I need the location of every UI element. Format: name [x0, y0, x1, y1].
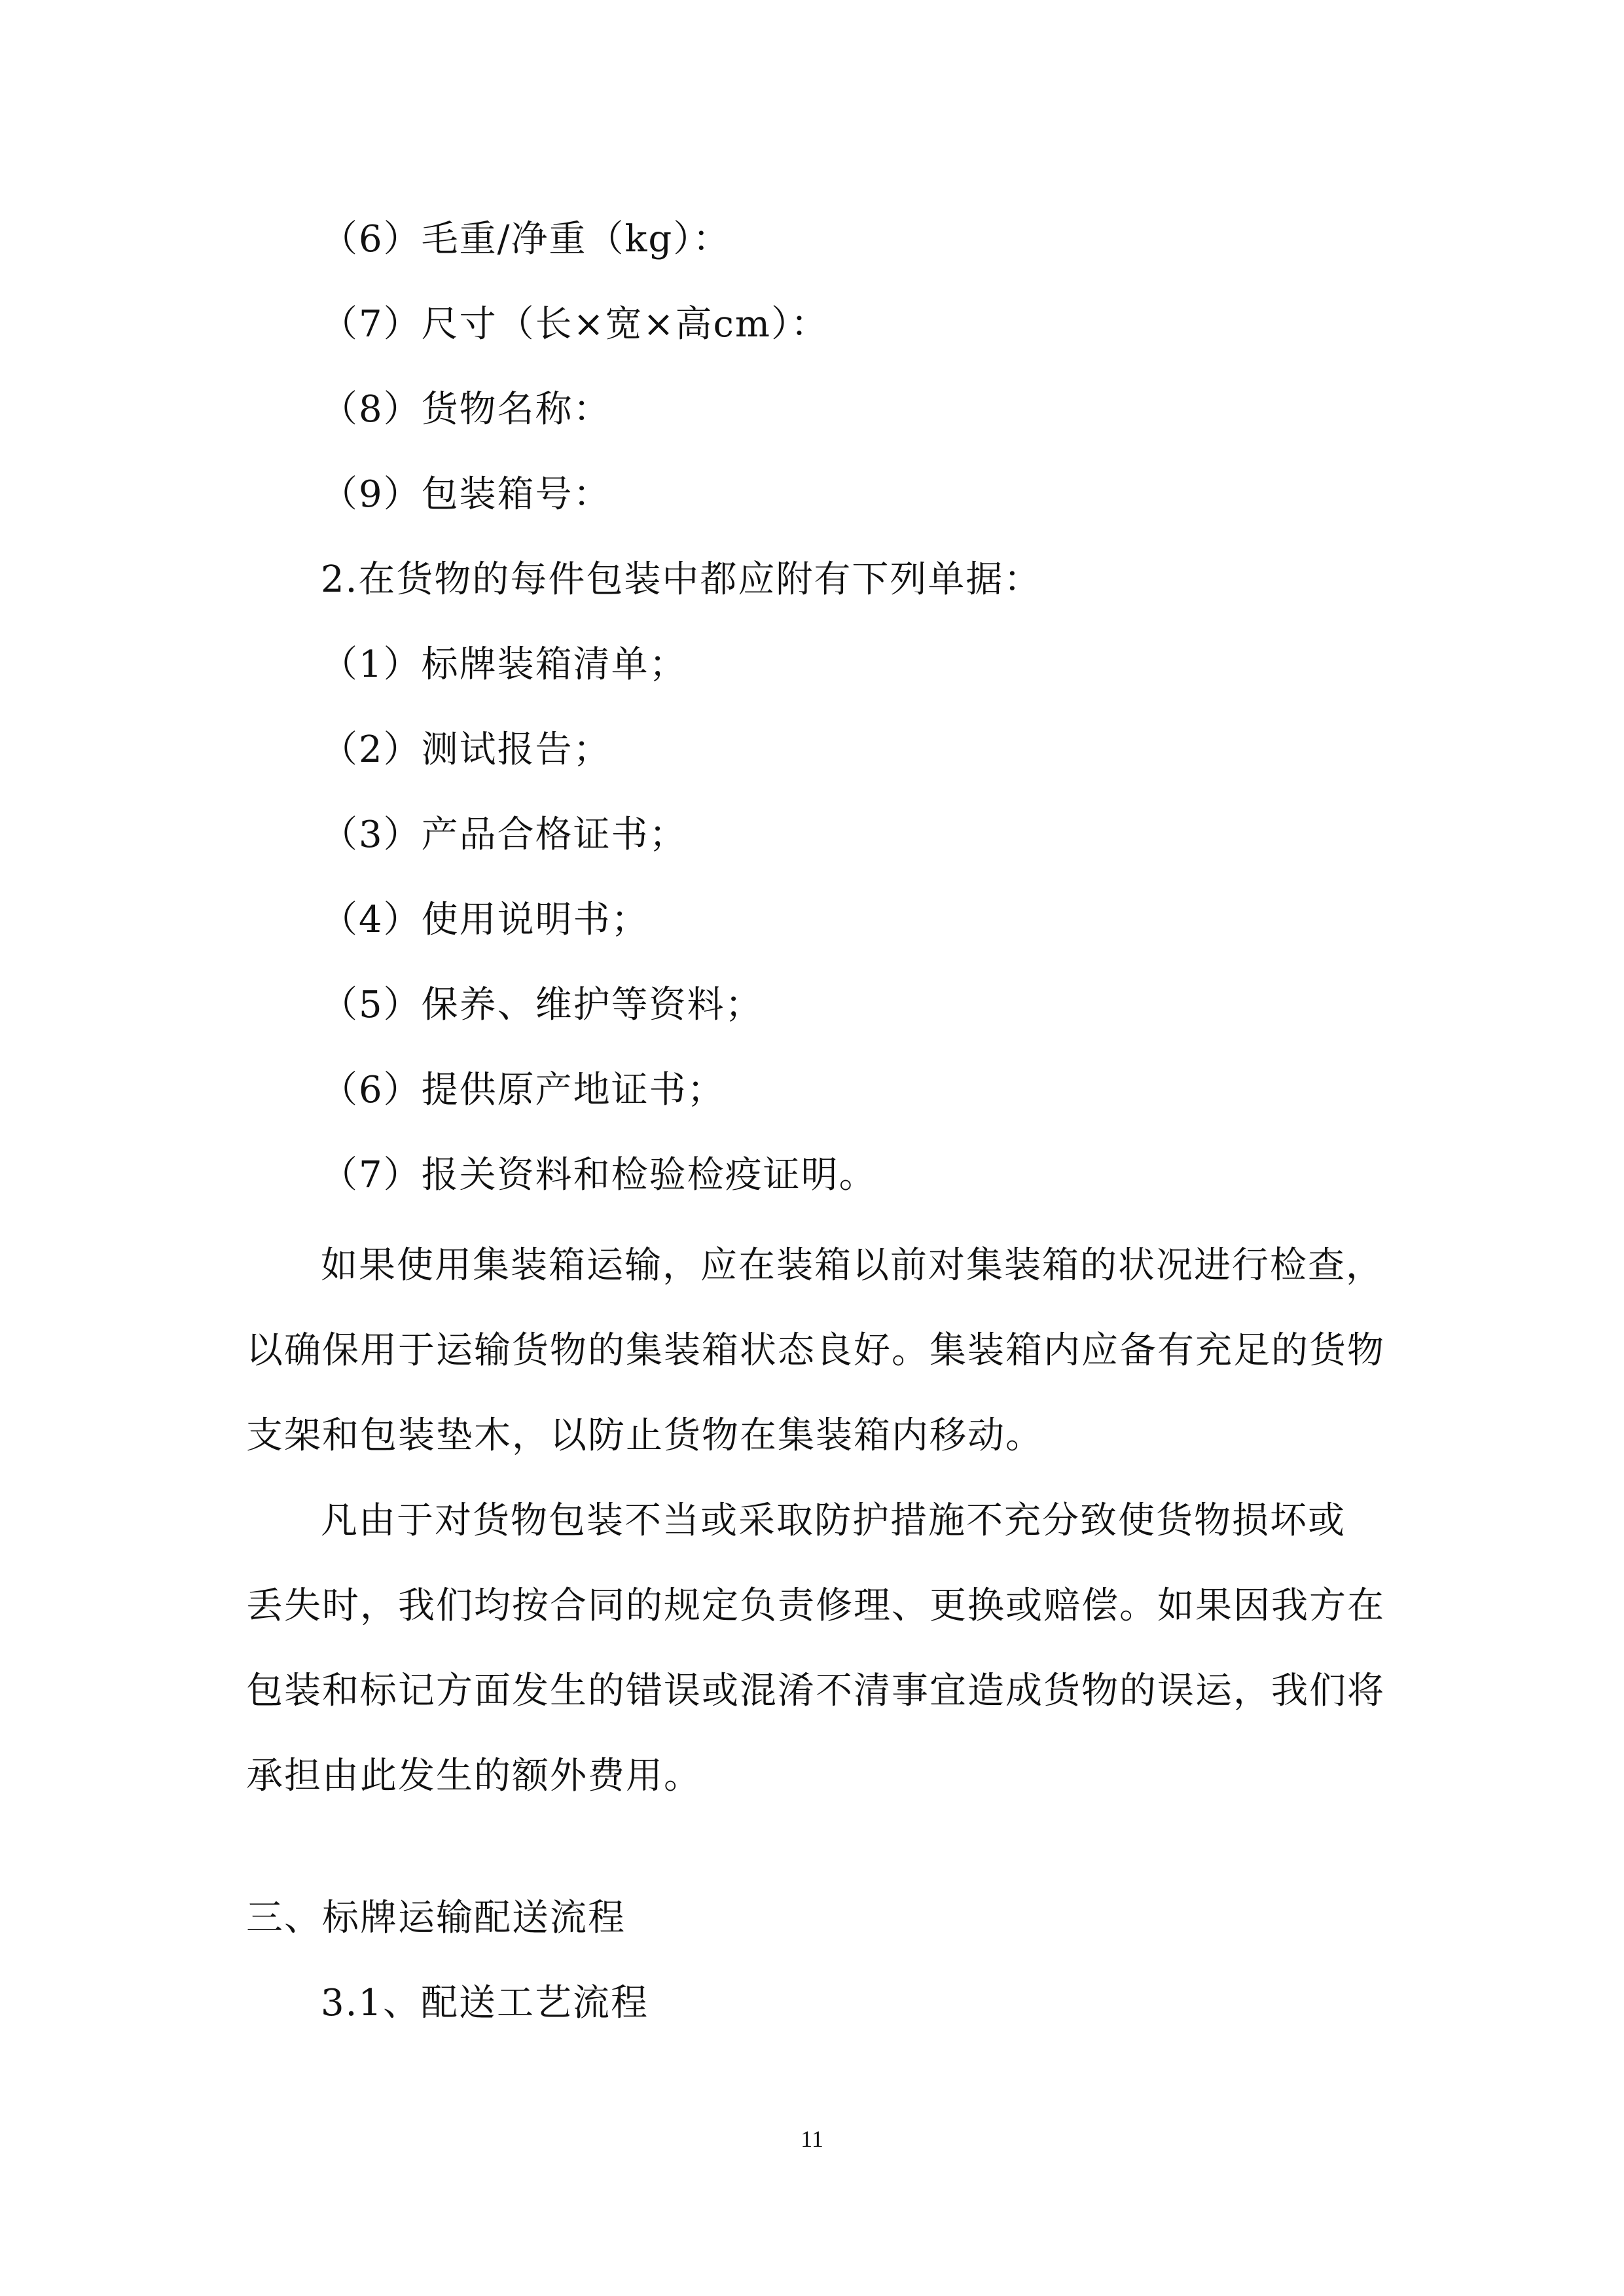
list-item: （7）尺寸（长×宽×高cm）：: [321, 303, 829, 346]
paragraph-liability: [246, 1479, 1385, 1819]
list-item: （2）测试报告；: [321, 728, 611, 771]
paragraph-line: 支架和包装垫木，以防止货物在集装箱内移动。: [246, 1414, 1043, 1457]
paragraph-container-transport: [246, 1223, 1385, 1479]
list-item: （3）产品合格证书；: [321, 814, 687, 856]
list-item: （7）报关资料和检验检疫证明。: [321, 1154, 877, 1196]
list-item: （6）提供原产地证书；: [321, 1069, 725, 1111]
paragraph-line: 以确保用于运输货物的集装箱状态良好。集装箱内应备有充足的货物: [246, 1329, 1385, 1372]
paragraph-line: 包装和标记方面发生的错误或混淆不清事宜造成货物的误运，我们将: [246, 1670, 1385, 1712]
list-item: （1）标牌装箱清单；: [321, 643, 687, 686]
list-item: （9）包装箱号：: [321, 473, 611, 516]
list-item: （8）货物名称：: [321, 388, 611, 431]
list-item: （6）毛重/净重（kg）：: [321, 218, 731, 260]
paragraph-line: 承担由此发生的额外费用。: [246, 1755, 702, 1797]
subsection-heading: 3.1、配送工艺流程: [321, 1982, 649, 2024]
paragraph-line: 如果使用集装箱运输，应在装箱以前对集装箱的状况进行检查，: [321, 1244, 1384, 1287]
section-heading: 三、标牌运输配送流程: [246, 1897, 626, 1939]
list-item: （4）使用说明书；: [321, 899, 649, 941]
paragraph-line: 丢失时，我们均按合同的规定负责修理、更换或赔偿。如果因我方在: [246, 1585, 1385, 1627]
section-heading: 2.在货物的每件包装中都应附有下列单据：: [321, 558, 1042, 601]
paragraph-line: 凡由于对货物包装不当或采取防护措施不充分致使货物损坏或: [321, 1499, 1346, 1542]
page-number: 11: [801, 2126, 823, 2152]
list-item: （5）保养、维护等资料；: [321, 984, 763, 1026]
